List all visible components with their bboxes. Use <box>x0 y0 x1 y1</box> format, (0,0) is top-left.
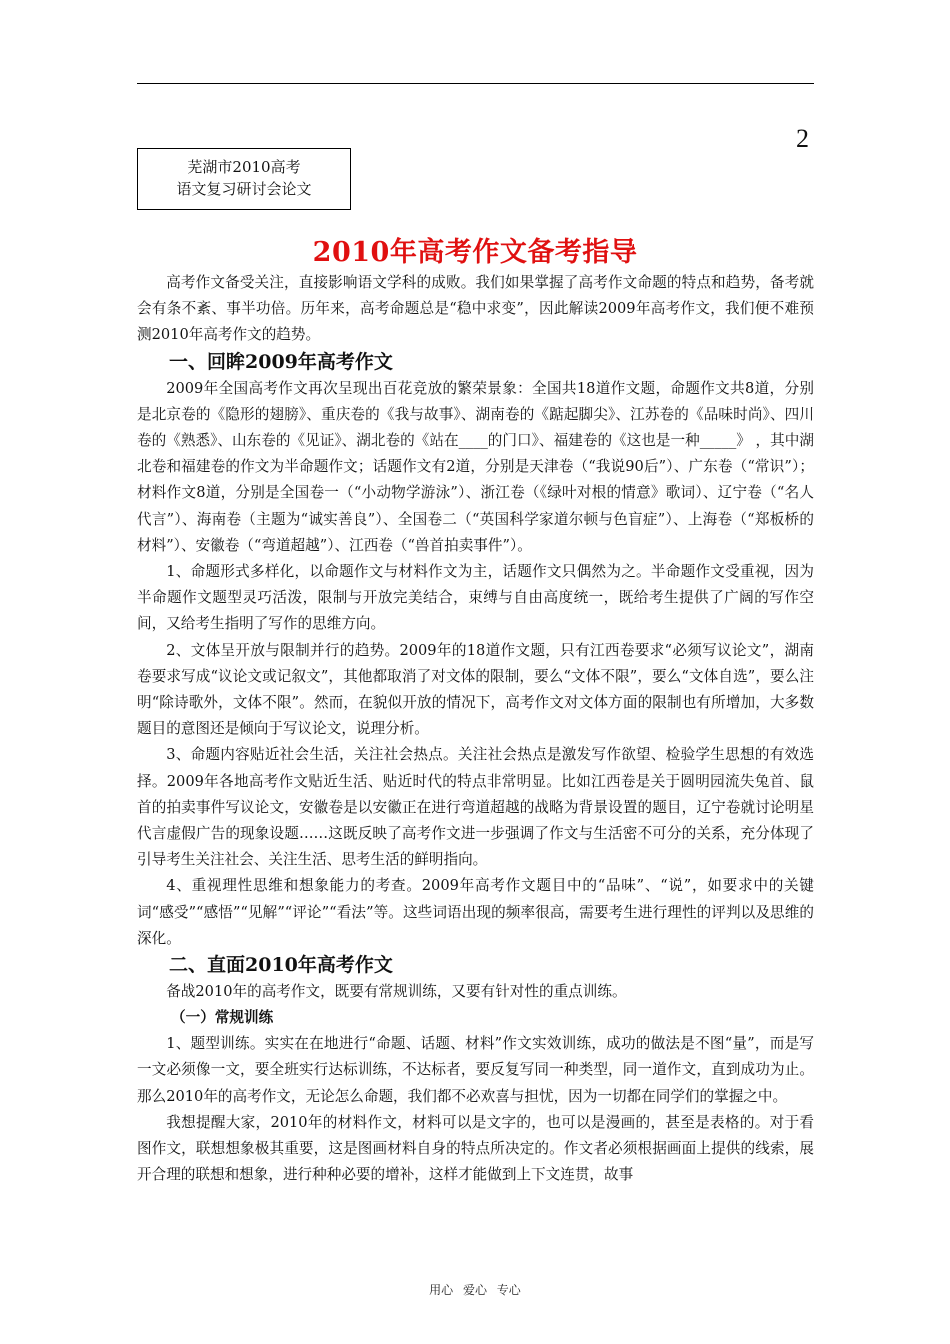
section-2-heading: 二、直面2010年高考作文 <box>169 954 393 977</box>
stamp-box <box>137 148 351 210</box>
paragraph: 2、文体呈开放与限制并行的趋势。2009年的18道作文题，只有江西卷要求“必须写议论文”，湖南卷要求写成“议论文或记叙文”，其他都取消了对文体的限制，要么“文体不限”，要么“文体自选”，要么注明“除诗歌外，文体不限”。然而，在貌似开放的情况下，高考作文对文体方面的限制也有所增加，大多数题目的意图还是倾向于写议论文，说理分析。 <box>137 641 814 738</box>
stamp-line-1: 芜湖市2010高考 <box>187 158 301 176</box>
paragraph: 1、命题形式多样化，以命题作文与材料作文为主，话题作文只偶然为之。半命题作文受重视，因为半命题作文题型灵巧活泼，限制与开放完美结合，束缚与自由高度统一，既给考生提供了广阔的写作空间，又给考生指明了写作的思维方向。 <box>137 563 814 633</box>
intro-paragraph: 高考作文备受关注，直接影响语文学科的成败。我们如果掌握了高考作文命题的特点和趋势，备考就会有条不紊、事半功倍。历年来，高考命题总是“稳中求变”，因此解读2009年高考作文，我们便不难预测2010年高考作文的趋势。 <box>137 274 814 344</box>
paragraph: 1、题型训练。实实在在地进行“命题、话题、材料”作文实效训练，成功的做法是不图“量”，而是写一文必须像一文，要全班实行达标训练，不达标者，要反复写同一种类型，同一道作文，直到成功为止。那么2010年的高考作文，无论怎么命题，我们都不必欢喜与担忧，因为一切都在同学们的掌握之中。 <box>137 1035 814 1105</box>
stamp-line-2: 语文复习研讨会论文 <box>176 180 312 198</box>
header-rule <box>137 83 814 84</box>
page-number: 2 <box>796 124 809 153</box>
paragraph: 2009年全国高考作文再次呈现出百花竞放的繁荣景象：全国共18道作文题，命题作文共8道，分别是北京卷的《隐形的翅膀》、重庆卷的《我与故事》、湖南卷的《踮起脚尖》、江苏卷的《品味时尚》、四川卷的《熟悉》、山东卷的《见证》、湖北卷的《站在____的门口》、福建卷的《这也是一种_____》 ，其中湖北卷和福建卷的作文为半命题作文；话题作文有2道，分别是天津卷（“我说90后”）、广东卷（“常识”）；材料作文8道，分别是全国卷一（“小动物学游泳”）、浙江卷（《绿叶对根的情意》歌词）、辽宁卷（“名人代言”）、海南卷（主题为“诚实善良”）、全国卷二（“英国科学家道尔顿与色盲症”）、上海卷（“郑板桥的材料”）、安徽卷（“弯道超越”）、江西卷（“兽首拍卖事件”）。 <box>137 379 814 554</box>
document-title: 2010年高考作文备考指导 <box>312 237 638 268</box>
page-footer: 用心 爱心 专心 <box>429 1283 521 1297</box>
section-1-heading: 一、回眸2009年高考作文 <box>169 350 393 373</box>
paragraph: 3、命题内容贴近社会生活，关注社会热点。关注社会热点是激发写作欲望、检验学生思想的有效选择。2009年各地高考作文贴近生活、贴近时代的特点非常明显。比如江西卷是关于圆明园流失兔首、鼠首的拍卖事件写议论文，安徽卷是以安徽正在进行弯道超越的战略为背景设置的题目，辽宁卷就讨论明星代言虚假广告的现象设题……这既反映了高考作文进一步强调了作文与生活密不可分的关系，充分体现了引导考生关注社会、关注生活、思考生活的鲜明指向。 <box>137 746 814 869</box>
document-body <box>137 270 814 1189</box>
paragraph: 我想提醒大家，2010年的材料作文，材料可以是文字的，也可以是漫画的，甚至是表格的。对于看图作文，联想想象极其重要，这是图画材料自身的特点所决定的。作文者必须根据画面上提供的线索，展开合理的联想和想象，进行种种必要的增补，这样才能做到上下文连贯，故事 <box>137 1113 814 1184</box>
section-2-intro: 备战2010年的高考作文，既要有常规训练，又要有针对性的重点训练。 <box>166 983 627 1001</box>
paragraph: 4、重视理性思维和想象能力的考查。2009年高考作文题目中的“品味”、“说”，如要求中的关键词“感受”“感悟”“见解”“评论”“看法”等。这些词语出现的频率很高，需要考生进行理性的评判以及思维的深化。 <box>137 877 814 947</box>
subsection-heading: （一）常规训练 <box>171 1009 274 1027</box>
